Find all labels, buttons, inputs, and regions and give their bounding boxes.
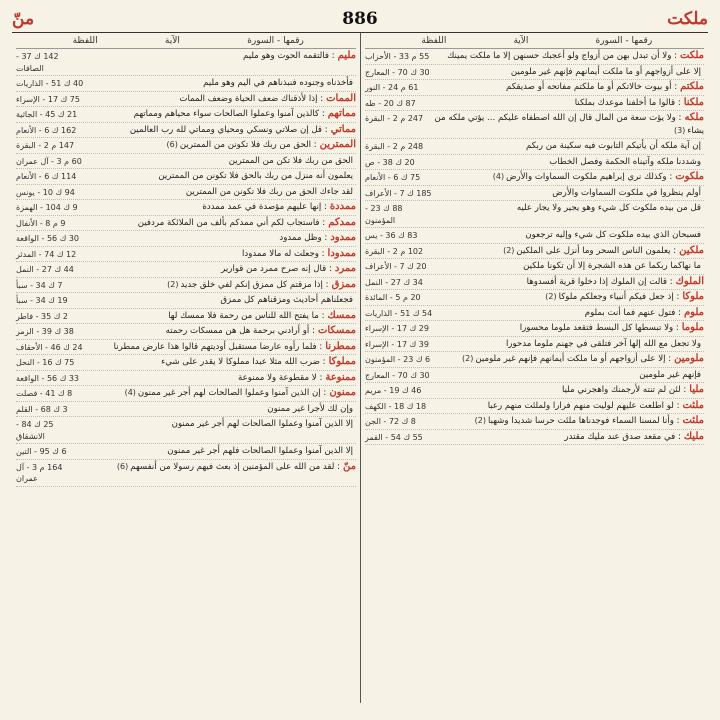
concordance-entry	[16, 293, 356, 309]
entry-body	[84, 325, 356, 338]
entry-verse: لقد جاءك الحق من ربك فلا تكونن من الممترين	[185, 186, 353, 197]
concordance-entry	[16, 417, 356, 444]
entry-count: (6)	[116, 461, 129, 471]
entry-verse: : كالذين آمنوا وعملوا الصالحات سواء محياهم ومماتهم	[133, 109, 325, 119]
columns	[12, 33, 708, 703]
entry-reference: 94 ك 10 - يونس	[16, 187, 75, 197]
entry-word: ملوكا	[682, 291, 704, 302]
entry-body	[84, 294, 356, 307]
concordance-entry	[365, 259, 704, 275]
entry-word: مملوكا	[328, 356, 356, 367]
entry-reference: 6 ك 95 - التين	[16, 447, 67, 456]
entry-reference: 55 ك 54 - القمر	[365, 432, 423, 442]
concordance-entry	[16, 123, 356, 139]
entry-word: منّ	[343, 460, 356, 472]
concordance-entry	[16, 169, 356, 185]
header-reference-label: رقمها - السورة	[595, 36, 653, 46]
header-reference-label: رقمها - السورة	[247, 36, 304, 46]
concordance-entry	[365, 186, 704, 202]
entry-reference: 162 ك 6 - الأنعام	[16, 125, 77, 135]
concordance-entry	[365, 368, 704, 384]
concordance-entry	[365, 352, 704, 368]
entry-verse: يعلمون أنه منزل من ربك بالحق فلا تكونن من الممترين	[158, 171, 353, 181]
entry-reference: 38 ك 39 - الزمر	[16, 327, 74, 336]
left-column	[12, 33, 360, 703]
page-header	[12, 6, 708, 33]
concordance-entry	[16, 444, 356, 460]
entry-reference: 9 ك 104 - الهمزة	[16, 203, 78, 212]
entry-reference: 75 ك 17 - الإسراء	[16, 94, 80, 104]
entry-body	[433, 81, 704, 94]
concordance-entry	[365, 290, 704, 306]
entry-word: ممدود	[330, 232, 356, 243]
entry-verse: : فلما رأوه عارضا مستقبل أوديتهم قالوا هذا عارض ممطرنا	[113, 341, 323, 352]
entry-reference: 61 م 24 - النور	[365, 83, 419, 92]
concordance-entry	[365, 430, 704, 446]
entry-verse: : يعلمون الناس السحر وما أنزل على الملكين	[516, 245, 677, 256]
entry-verse: : ولا يؤت سعة من المال قال إن الله اصطفاه عليكم ... يؤتي ملكه من يشاء	[434, 113, 704, 136]
entry-word: الممترين	[319, 139, 356, 150]
entry-word: ملكتم	[680, 81, 704, 92]
right-column	[360, 33, 708, 703]
entry-word: الملوك	[675, 275, 704, 287]
header-verse-label: الآية	[164, 36, 180, 46]
entry-body	[433, 338, 704, 351]
entry-reference: 39 ك 17 - الإسراء	[365, 339, 429, 349]
concordance-entry	[16, 340, 356, 356]
entry-body	[433, 369, 704, 382]
entry-body	[84, 341, 356, 354]
entry-body	[84, 445, 356, 458]
entry-word: ملوما	[681, 322, 704, 333]
entry-verse: : قالوا ما أخلفنا موعدك بملكنا	[574, 97, 681, 108]
entry-body	[84, 232, 356, 245]
column-header	[16, 33, 356, 49]
entry-verse: : وظل ممدود	[279, 233, 328, 243]
header-right-word: ملكت	[667, 9, 708, 29]
entry-reference: 88 ك 23 - المؤمنون	[365, 204, 403, 225]
entry-verse: : ولا أن تبدل بهن من أزواج ولو أعجبك حسنهن إلا ما ملكت يمينك	[447, 51, 677, 61]
concordance-entry	[365, 49, 704, 65]
concordance-entry	[16, 460, 356, 487]
entry-word: ممرد	[334, 263, 356, 274]
entry-verse: : أو أرادني برحمة هل هن ممسكات رحمته	[165, 326, 315, 336]
concordance-entry	[16, 386, 356, 402]
header-verse-label: الآية	[513, 36, 529, 46]
entry-reference: 33 ك 56 - الواقعة	[16, 373, 80, 383]
entry-reference: 248 م 2 - البقرة	[365, 142, 424, 151]
entry-reference: 6 ك 23 - المؤمنون	[365, 355, 431, 364]
entry-body	[433, 307, 704, 320]
entry-count: (2)	[503, 245, 515, 255]
right-entries	[365, 49, 704, 445]
entry-body	[84, 93, 356, 106]
entry-verse: : الحق من ربك فلا تكونن من الممترين	[179, 140, 317, 150]
concordance-entry	[365, 383, 704, 399]
entry-word: ملكنا	[683, 96, 704, 108]
entry-word: ملوم	[683, 306, 704, 318]
entry-body	[433, 431, 704, 444]
entry-body	[84, 279, 356, 292]
entry-word: الممات	[326, 92, 356, 104]
entry-reference: 114 ك 6 - الأنعام	[16, 172, 77, 181]
entry-body	[433, 322, 704, 335]
entry-body	[84, 77, 356, 90]
entry-verse: الحق من ربك فلا تكن من الممترين	[228, 155, 353, 166]
concordance-entry	[16, 107, 356, 123]
entry-body	[84, 201, 356, 214]
concordance-entry	[365, 306, 704, 322]
concordance-entry	[365, 399, 704, 415]
entry-body	[84, 170, 356, 183]
entry-verse: : إنها عليهم مؤصدة في عمد ممددة	[202, 202, 327, 212]
entry-body	[84, 248, 356, 261]
concordance-entry	[16, 185, 356, 201]
entry-verse: : وكذلك نري إبراهيم ملكوت السماوات والأرض	[506, 172, 673, 182]
entry-verse: وشددنا ملكه وآتيناه الحكمة وفصل الخطاب	[549, 156, 701, 167]
entry-verse: ما نهاكما ربكما عن هذه الشجرة إلا أن تكونا ملكين	[523, 261, 701, 271]
entry-body	[84, 108, 356, 121]
concordance-entry	[365, 96, 704, 112]
entry-body	[84, 186, 356, 199]
entry-reference: 44 ك 27 - النمل	[16, 265, 74, 274]
entry-reference: 34 ك 27 - النمل	[365, 277, 423, 287]
entry-reference: 20 م 5 - المائدة	[365, 293, 421, 302]
entry-body	[84, 418, 356, 431]
entry-body	[433, 276, 704, 289]
entry-body	[84, 50, 356, 63]
entry-reference: 18 ك 18 - الكهف	[365, 401, 427, 411]
concordance-entry	[16, 231, 356, 247]
entry-word: ممسكات	[317, 325, 356, 336]
entry-body	[433, 187, 704, 200]
concordance-entry	[365, 414, 704, 430]
entry-reference: 8 ك 72 - الجن	[365, 417, 416, 426]
entry-verse: : وأنا لمسنا السماء فوجدناها ملئت حرسا شديدا وشهبا	[488, 416, 680, 426]
entry-body	[433, 171, 704, 184]
entry-count: (6)	[166, 140, 178, 149]
entry-verse: : لقد من الله على المؤمنين إذ بعث فيهم رسولا من أنفسهم	[130, 461, 341, 472]
entry-word: ملومين	[674, 353, 704, 364]
entry-reference: 2 ك 35 - فاطر	[16, 311, 68, 321]
entry-reference: 20 ك 7 - الأعراف	[365, 262, 427, 271]
concordance-entry	[16, 216, 356, 232]
entry-reference: 21 ك 45 - الجاثية	[16, 110, 78, 119]
entry-verse: : ولا تبسطها كل البسط فتقعد ملوما محسورا	[519, 323, 679, 333]
entry-body	[433, 202, 704, 215]
entry-verse: : قل إن صلاتي ونسكي ومحياي ومماتي لله رب العالمين	[129, 124, 328, 135]
entry-body	[84, 310, 356, 323]
entry-body	[84, 124, 356, 137]
entry-body	[84, 155, 356, 168]
entry-count: (2)	[167, 279, 179, 289]
entry-verse: : إذا لأذقناك ضعف الحياة وضعف الممات	[179, 93, 324, 104]
entry-body	[433, 400, 704, 413]
entry-reference: 29 ك 17 - الإسراء	[365, 324, 429, 333]
entry-count: (2)	[462, 354, 474, 363]
entry-word: ممددة	[329, 201, 356, 212]
entry-verse: : في مقعد صدق عند مليك مقتدر	[564, 431, 681, 442]
entry-word: مماتي	[330, 123, 356, 135]
entry-verse: : إذا مزقتم كل ممزق إنكم لفي خلق جديد	[180, 279, 329, 290]
concordance-entry	[16, 247, 356, 263]
entry-verse: : فتول عنهم فما أنت بملوم	[584, 307, 681, 318]
concordance-entry	[365, 80, 704, 96]
entry-word: ملئت	[682, 399, 704, 411]
concordance-entry	[365, 337, 704, 353]
entry-verse: فجعلناهم أحاديث ومزقناهم كل ممزق	[220, 295, 353, 305]
entry-reference: 55 م 33 - الأحزاب	[365, 52, 430, 61]
entry-reference: 30 ك 56 - الواقعة	[16, 234, 80, 243]
entry-body	[433, 112, 704, 137]
entry-reference: 75 ك 16 - النحل	[16, 358, 75, 367]
entry-reference: 102 م 2 - البقرة	[365, 246, 424, 256]
entry-verse: : لو اطلعت عليهم لوليت منهم فرارا ولملئت منهم رعبا	[487, 400, 680, 411]
entry-verse: وإن لك لأجرا غير ممنون	[267, 403, 353, 414]
entry-reference: 30 ك 70 - المعارج	[365, 67, 430, 77]
concordance-entry	[16, 200, 356, 216]
entry-body	[433, 66, 704, 79]
entry-reference: 147 م 2 - البقرة	[16, 141, 75, 150]
entry-word: ممنون	[329, 387, 356, 398]
concordance-entry	[365, 321, 704, 337]
entry-word: ملكه	[684, 112, 704, 123]
entry-reference: 87 ك 20 - طه	[365, 98, 416, 108]
header-word-label: اللفظة	[421, 36, 447, 46]
entry-reference: 142 ك 37 - الصافات	[16, 52, 59, 73]
entry-body	[84, 403, 356, 416]
entry-reference: 19 ك 34 - سبأ	[16, 296, 68, 305]
entry-count: (2)	[474, 416, 486, 425]
entry-reference: 164 م 3 - آل عمران	[16, 462, 63, 483]
entry-verse: : لئن لم تنته لأرجمنك واهجرني مليا	[561, 385, 687, 395]
entry-verse: إلا الذين آمنوا وعملوا الصالحات فلهم أجر غير ممنون	[167, 446, 353, 456]
entry-reference: 7 ك 34 - سبأ	[16, 280, 63, 290]
entry-verse: إلا الذين آمنوا وعملوا الصالحات لهم أجر غير ممنون	[171, 419, 353, 429]
concordance-entry	[16, 355, 356, 371]
concordance-entry	[365, 111, 704, 139]
concordance-entry	[16, 324, 356, 340]
entry-reference: 83 ك 36 - يس	[365, 231, 418, 240]
concordance-entry	[16, 138, 356, 154]
entry-reference: 40 ك 51 - الذاريات	[16, 79, 84, 88]
entry-body	[84, 263, 356, 276]
entry-reference: 75 ك 6 - الأنعام	[365, 173, 421, 182]
entry-word: ممنوعة	[325, 371, 356, 383]
entry-word: ممطرنا	[325, 340, 356, 352]
entry-word: ملكين	[679, 244, 704, 256]
concordance-entry	[16, 402, 356, 418]
entry-word: مليك	[683, 430, 704, 442]
concordance-entry	[16, 309, 356, 325]
concordance-entry	[16, 49, 356, 76]
concordance-entry	[365, 155, 704, 171]
entry-verse: : أو بيوت خالاتكم أو ما ملكتم مفاتحه أو صديقكم	[505, 82, 678, 92]
entry-body	[84, 139, 356, 152]
concordance-entry	[365, 244, 704, 260]
page-number: 886	[342, 9, 378, 29]
entry-reference: 46 ك 19 - مريم	[365, 386, 422, 395]
entry-reference: 30 ك 70 - المعارج	[365, 370, 430, 380]
concordance-entry	[16, 92, 356, 108]
entry-verse: : فاستجاب لكم أني ممدكم بألف من الملائكة مردفين	[137, 217, 326, 228]
entry-count: (3)	[673, 125, 686, 135]
entry-count: (2)	[545, 292, 557, 301]
entry-word: ملئت	[682, 415, 704, 426]
entry-verse: : إن الذين آمنوا وعملوا الصالحات لهم أجر غير ممنون	[137, 388, 327, 398]
entry-reference: 54 ك 51 - الذاريات	[365, 308, 433, 318]
entry-reference: 247 م 2 - البقرة	[365, 114, 424, 123]
header-left-word: منّ	[12, 9, 35, 29]
entry-word: ممدودا	[327, 247, 356, 259]
entry-word: ملكت	[679, 50, 704, 61]
entry-count: (4)	[492, 172, 505, 181]
entry-word: ملكوت	[675, 171, 704, 182]
concordance-entry	[16, 278, 356, 294]
entry-reference: 8 ك 41 - فصلت	[16, 389, 73, 398]
entry-body	[84, 217, 356, 230]
concordance-entry	[365, 275, 704, 291]
entry-body	[433, 353, 704, 366]
entry-word: ممدكم	[328, 216, 356, 228]
entry-body	[433, 50, 704, 63]
concordance-entry	[16, 262, 356, 278]
concordance-entry	[365, 201, 704, 228]
concordance-entry	[16, 154, 356, 170]
entry-verse: إلا على أزواجهم أو ما ملكت أيمانهم فإنهم غير ملومين	[510, 66, 701, 77]
entry-body	[433, 245, 704, 258]
concordance-entry	[365, 65, 704, 81]
entry-verse: : قالت إن الملوك إذا دخلوا قرية أفسدوها	[526, 276, 673, 287]
concordance-entry	[16, 76, 356, 92]
entry-reference: 3 ك 68 - القلم	[16, 404, 68, 414]
entry-body	[84, 461, 356, 474]
entry-word: ممزق	[331, 278, 356, 290]
entry-body	[433, 291, 704, 304]
entry-word: مليم	[337, 50, 356, 61]
entry-verse: فسبحان الذي بيده ملكوت كل شيء وإليه ترجعون	[525, 230, 701, 240]
entry-verse: : إذ جعل فيكم أنبياء وجعلكم ملوكا	[558, 292, 680, 302]
left-entries	[16, 49, 356, 487]
entry-reference: 25 ك 84 - الانشقاق	[16, 420, 54, 441]
entry-count: (4)	[124, 388, 136, 397]
entry-reference: 20 ك 38 - ص	[365, 157, 415, 167]
entry-body	[84, 387, 356, 400]
entry-verse: : ما يفتح الله للناس من رحمة فلا ممسك لها	[168, 310, 325, 321]
entry-body	[433, 415, 704, 428]
entry-verse: أولم ينظروا في ملكوت السماوات والأرض	[552, 187, 701, 198]
entry-word: مماتهم	[327, 108, 356, 119]
entry-reference: 60 م 3 - آل عمران	[16, 156, 82, 166]
entry-verse: ولا تجعل مع الله إلها آخر فتلقى في جهنم ملوما مدحورا	[505, 338, 701, 349]
entry-body	[84, 356, 356, 369]
entry-body	[433, 140, 704, 153]
concordance-entry	[16, 371, 356, 387]
entry-verse: إن آية ملكه أن يأتيكم التابوت فيه سكينة من ربكم	[526, 141, 701, 151]
entry-verse: : قال إنه صرح ممرد من قوارير	[221, 264, 332, 274]
entry-body	[433, 97, 704, 110]
column-header	[365, 33, 704, 49]
concordance-entry	[365, 228, 704, 244]
entry-verse: فإنهم غير ملومين	[639, 369, 701, 380]
entry-reference: 24 ك 46 - الأحقاف	[16, 342, 83, 352]
entry-body	[433, 384, 704, 397]
header-word-label: اللفظة	[72, 36, 98, 46]
entry-reference: 9 م 8 - الأنفال	[16, 218, 66, 228]
entry-body	[433, 156, 704, 169]
entry-word: ممسك	[327, 309, 356, 321]
entry-body	[84, 372, 356, 385]
entry-verse: : لا مقطوعة ولا ممنوعة	[238, 372, 323, 383]
entry-reference: 185 ك 7 - الأعراف	[365, 188, 432, 198]
entry-verse: : إلا على أزواجهم أو ما ملكت أيمانهم فإنهم غير ملومين	[475, 354, 672, 364]
concordance-entry	[365, 139, 704, 155]
entry-word: مليا	[689, 384, 704, 395]
entry-body	[433, 260, 704, 273]
entry-verse: : وجعلت له مالا ممدودا	[242, 248, 325, 259]
entry-reference: 12 ك 74 - المدثر	[16, 249, 77, 259]
entry-verse: قل من بيده ملكوت كل شيء وهو يجير ولا يجار عليه	[516, 203, 701, 213]
entry-body	[433, 229, 704, 242]
entry-verse: فأخذناه وجنوده فنبذناهم في اليم وهو مليم	[203, 78, 353, 88]
concordance-entry	[365, 170, 704, 186]
entry-verse: : ضرب الله مثلا عبدا مملوكا لا يقدر على شيء	[161, 357, 326, 367]
entry-verse: : فالتقمه الحوت وهو مليم	[243, 51, 335, 61]
